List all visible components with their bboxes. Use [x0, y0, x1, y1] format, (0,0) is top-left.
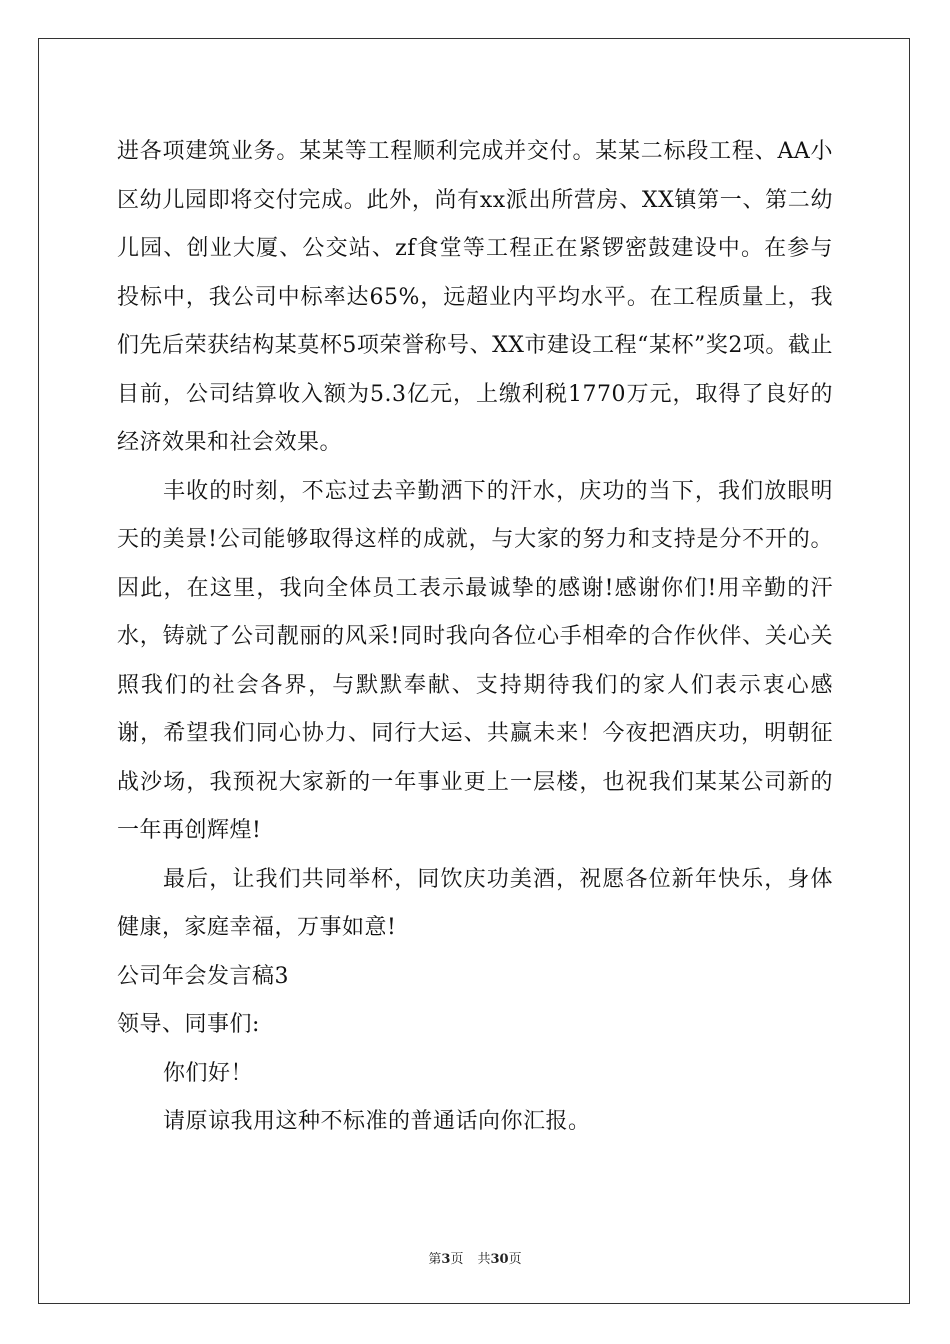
document-body	[117, 128, 833, 1147]
total-suffix: 页	[508, 1252, 522, 1267]
page-number: 3	[441, 1252, 451, 1267]
greeting: 你们好！	[163, 1060, 254, 1086]
page-footer	[0, 1248, 950, 1267]
paragraph-thanks: 丰收的时刻，不忘过去辛勤洒下的汗水，庆功的当下，我们放眼明天的美景!公司能够取得这样的成就，与大家的努力和支持是分不开的。因此，在这里，我向全体员工表示最诚挚的感谢!感谢你们!用辛勤的汗水，铸就了公司靓丽的风采!同时我向各位心手相牵的合作伙伴、关心关照我们的社会各界，与默默奉献、支持期待我们的家人们表示衷心感谢，希望我们同心协力、同行大运、共赢未来！今夜把酒庆功，明朝征战沙场，我预祝大家新的一年事业更上一层楼，也祝我们某某公司新的一年再创辉煌!	[117, 478, 833, 843]
total-prefix: 共	[477, 1252, 491, 1267]
page-suffix: 页	[450, 1252, 464, 1267]
paragraph-apology: 请原谅我用这种不标准的普通话向你汇报。	[163, 1109, 591, 1134]
section-title: 公司年会发言稿3	[117, 963, 289, 989]
paragraph-project-summary: 进各项建筑业务。某某等工程顺利完成并交付。某某二标段工程、AA小区幼儿园即将交付完成。此外，尚有xx派出所营房、XX镇第一、第二幼儿园、创业大厦、公交站、zf食堂等工程正在紧锣密鼓建设中。在参与投标中，我公司中标率达65%，远超业内平均水平。在工程质量上，我们先后荣获结构某莫杯5项荣誉称号、XX市建设工程“某杯”奖2项。截止目前，公司结算收入额为5.3亿元，上缴利税1770万元，取得了良好的经济效果和社会效果。	[117, 139, 833, 455]
paragraph-toast: 最后，让我们共同举杯，同饮庆功美酒，祝愿各位新年快乐，身体健康，家庭幸福，万事如意!	[117, 866, 833, 940]
page-prefix: 第	[428, 1252, 442, 1267]
total-pages: 30	[490, 1252, 509, 1267]
salutation: 领导、同事们:	[117, 1012, 260, 1037]
